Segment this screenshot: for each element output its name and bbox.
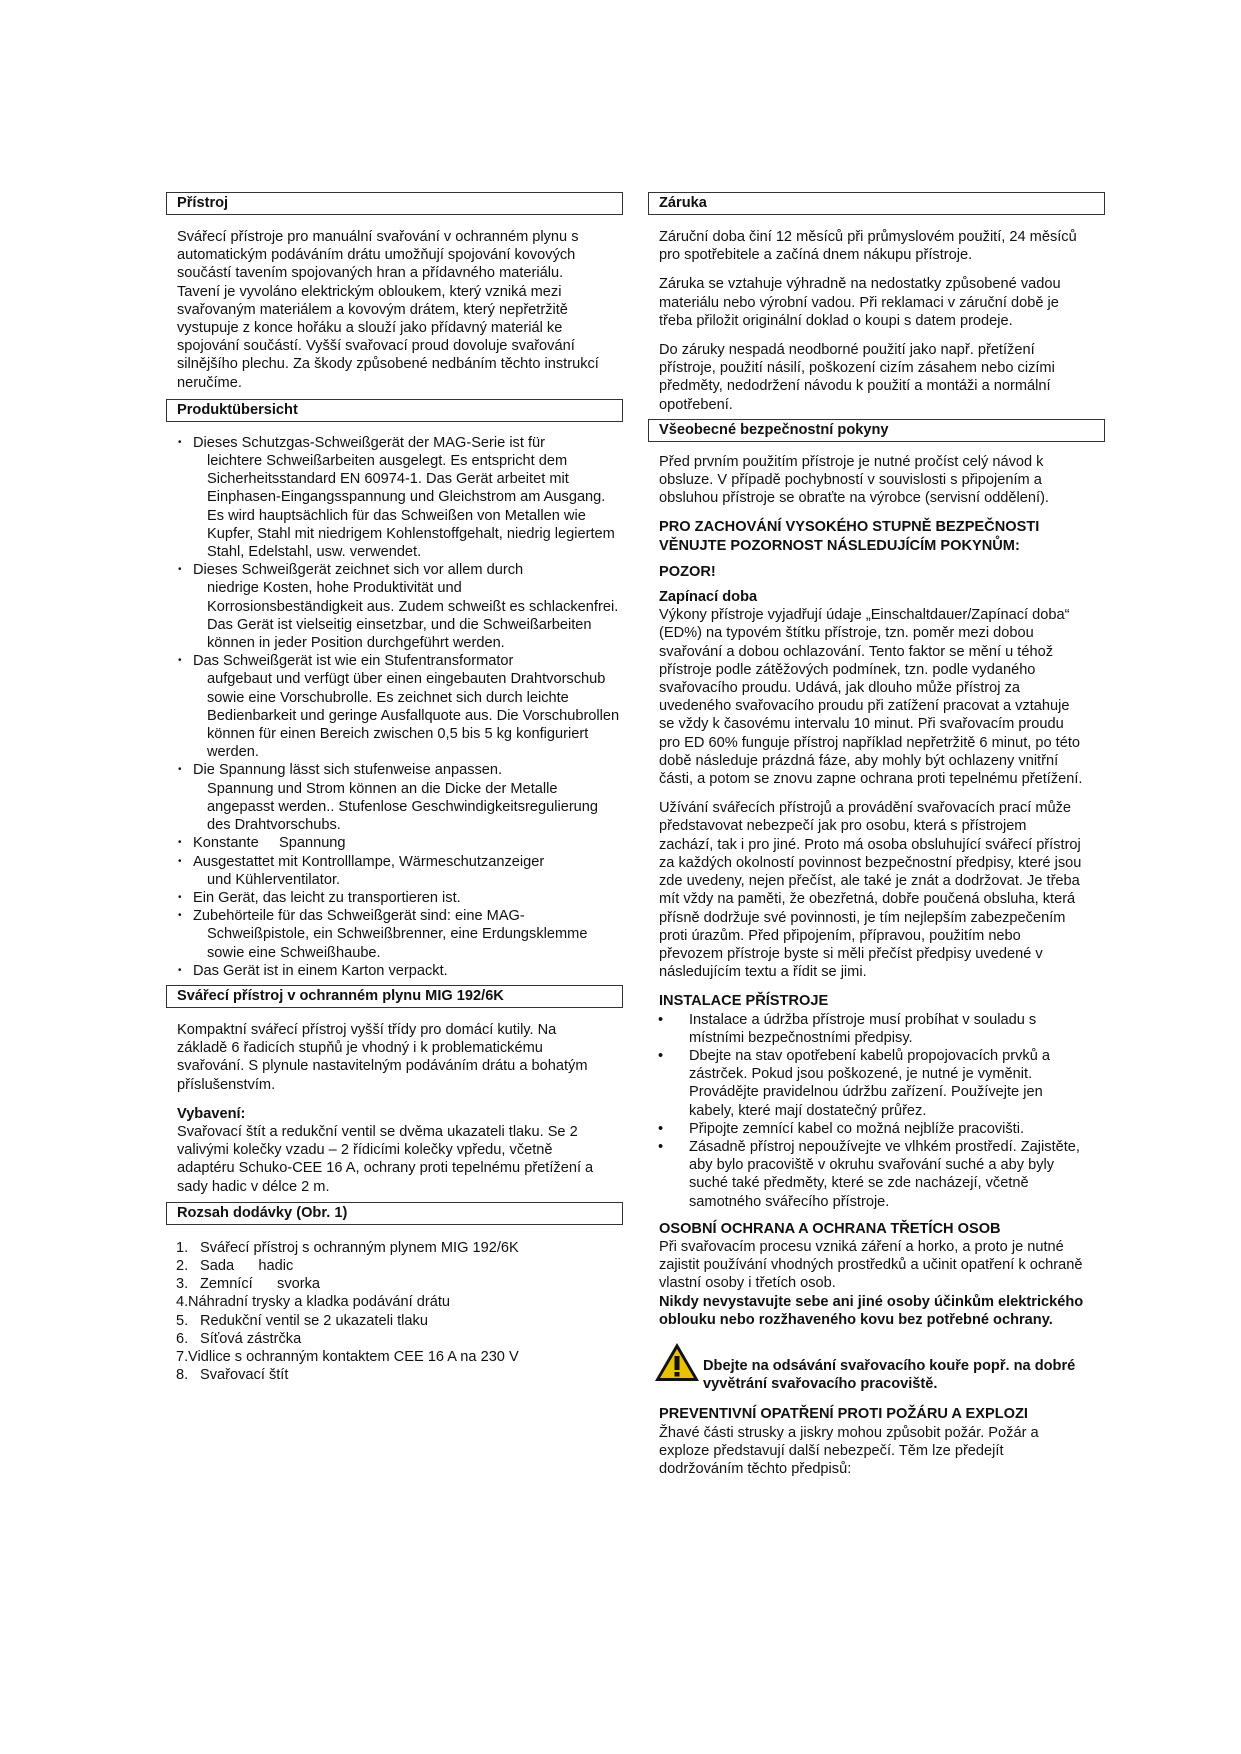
heading-produktubersicht: Produktübersicht <box>166 399 623 422</box>
bezpecnost-p2: Užívání svářecích přístrojů a provádění svařovacích prací může představovat nebezpečí jak pro osobu, která s přístrojem zachází, tak i pro jiné. Proto má osoba obsluhující svářecí přístroj za každých okolností povinnost bezpečnostní předpisy, které jsou zde uvedeny, nejen přečíst, ale také je znát a dodržovat. Je třeba mít vždy na paměti, že obezřetná, dobře poučená obsluha, která přísně dodržuje své povinnosti, je tím nejlepším zabezpečením proti úrazům. Před připojením, přípravou, použitím nebo převozem přístroje byste si měli přečíst předpisy uvedené v následujícím textu a řídit se jimi. <box>659 800 1082 981</box>
zaruka-p1: Záruční doba činí 12 měsíců při průmyslovém použití, 24 měsíců pro spotřebitele a začíná dnem nákupu přístroje. <box>659 229 1077 264</box>
list-item: 3. Zemnící svorka <box>176 1276 321 1293</box>
left-column <box>166 192 620 1384</box>
heading-mig: Svářecí přístroj v ochranném plynu MIG 192/6K <box>166 985 623 1008</box>
list-item: • Ein Gerät, das leicht zu transportieren ist. <box>166 889 620 907</box>
warning-icon <box>653 1341 701 1383</box>
vybaveni-title: Vybavení: <box>177 1105 246 1122</box>
list-item: • Die Spannung lässt sich stufenweise anpassen. Spannung und Strom können an die Dicke der Metalle angepasst werden.. Stufenlose Geschwindigkeitsregulierung des Drahtvorschubs. <box>166 761 620 834</box>
list-item: 1. Svářecí přístroj s ochranným plynem MIG 192/6K <box>176 1239 519 1256</box>
rozsah-list <box>166 1239 620 1385</box>
preventivni-title: PREVENTIVNÍ OPATŘENÍ PROTI POŽÁRU A EXPLOZI <box>659 1406 1028 1423</box>
instalace-title: INSTALACE PŘÍSTROJE <box>659 993 829 1010</box>
mig-text: Kompaktní svářecí přístroj vyšší třídy pro domácí kutily. Na základě 6 řadicích stupňů je vhodný i k problematickému svařování. S plynule nastavitelným podáváním drátu a bohatým příslušenstvím. <box>177 1021 588 1093</box>
list-item: • Instalace a údržba přístroje musí probíhat v souladu s místními bezpečnostními předpisy. <box>648 1011 1084 1047</box>
zaruka-p3: Do záruky nespadá neodborné použití jako např. přetížení přístroje, použití násilí, poškození cizím zásahem nebo cizími předměty, nedodržení návodu k použití a montáži a normální opotřebení. <box>659 342 1055 413</box>
osobni-bold: Nikdy nevystavujte sebe ani jiné osoby účinkům elektrického oblouku nebo rozžhaveného kovu bez potřebné ochrany. <box>659 1293 1084 1328</box>
list-item: 2. Sada hadic <box>176 1257 294 1274</box>
heading-rozsah: Rozsah dodávky (Obr. 1) <box>166 1202 623 1225</box>
right-column <box>648 192 1102 1478</box>
heading-zaruka: Záruka <box>648 192 1105 215</box>
list-item: • Dieses Schutzgas-Schweißgerät der MAG-Serie ist für leichtere Schweißarbeiten ausgelegt. Es entspricht dem Sicherheitsstandard EN 60974-1. Das Gerät arbeitet mit Einphasen-Eingangsspannung und Gleichstrom am Ausgang. Es wird hauptsächlich für das Schweißen von Metallen wie Kupfer, Stahl mit niedrigem Kohlenstoffgehalt, niedrig legiertem Stahl, Edelstahl, usw. verwendet. <box>166 434 620 561</box>
list-item: 6. Síťová zástrčka <box>176 1330 302 1347</box>
vybaveni-text: Svařovací štít a redukční ventil se dvěma ukazateli tlaku. Se 2 valivými kolečky vzadu – 2 řídicími kolečky vpředu, včetně adaptéru Schuko-CEE 16 A, ochrany proti tepelnému přetížení a sady hadic v délce 2 m. <box>177 1123 594 1195</box>
list-item: • Zásadně přístroj nepoužívejte ve vlhkém prostředí. Zajistěte, aby bylo pracoviště v okruhu svařování suché a aby byly suché také předměty, které se zde nacházejí, včetně samotného svářecího přístroje. <box>648 1138 1084 1211</box>
heading-pristroj: Přístroj <box>166 192 623 215</box>
osobni-title: OSOBNÍ OCHRANA A OCHRANA TŘETÍCH OSOB <box>659 1220 1001 1237</box>
osobni-text: Při svařovacím procesu vzniká záření a horko, a proto je nutné zajistit používání vhodných prostředků a učinit opatření k ochraně vlastní osoby i třetích osob. <box>659 1238 1083 1292</box>
list-item: • Ausgestattet mit Kontrolllampe, Wärmeschutzanzeiger und Kühlerventilator. <box>166 853 620 889</box>
list-item: 7. Vidlice s ochranným kontaktem CEE 16 A na 230 V <box>176 1348 519 1365</box>
zapinaci-doba-text: Výkony přístroje vyjadřují údaje „Einschaltdauer/Zapínací doba“ (ED%) na typovém štítku přístroje, tzn. poměr mezi dobou svařování a dobou ochlazování. Tento faktor se mění u téhož přístroje podle zátěžových podmínek, tzn. podle vydaného svařovacího proudu. Udává, jak dlouho může přístroj za uvedeného svařovacího proudu při zatížení pracovat a vztahuje se vždy k časovému intervalu 10 minut. Při svařovacím proudu pro ED 60% funguje přístroj například nepřetržitě 6 minut, po této době následuje prázdná fáze, aby mohly být ochlazeny vnitřní části, a potom se znovu zapne ochrana proti tepelnému přetížení. <box>659 607 1083 788</box>
pozor-label: POZOR! <box>659 563 716 580</box>
warning-text: Dbejte na odsávání svařovacího kouře popř. na dobré vyvětrání svařovacího pracoviště. <box>703 1357 1076 1393</box>
heading-bezpecnost: Všeobecné bezpečnostní pokyny <box>648 419 1105 442</box>
zapinaci-doba-title: Zapínací doba <box>659 589 758 606</box>
list-item: • Das Gerät ist in einem Karton verpackt. <box>166 962 620 980</box>
bezpecnost-p1: Před prvním použitím přístroje je nutné pročíst celý návod k obsluze. V případě pochybností v souvislosti s připojením a obsluhou přístroje se obraťte na výrobce (servisní oddělení). <box>659 453 1049 507</box>
pristroj-text: Svářecí přístroje pro manuální svařování v ochranném plynu s automatickým podáváním drátu umožňují spojování kovových součástí tavením spojovaných hran a přídavného materiálu. Tavení je vyvoláno elektrickým obloukem, který vzniká mezi svařovaným materiálem a kovovým drátem, který nepřetržitě vystupuje z konce hořáku a slouží jako přídavný materiál ke spojování součástí. Vyšší svařovací proud dovoluje svařování silnějšího plechu. Za škody způsobené nedbáním těchto instrukcí neručíme. <box>177 229 599 391</box>
produkt-list <box>166 434 620 980</box>
list-item: • Připojte zemnící kabel co možná nejblíže pracovišti. <box>648 1120 1084 1138</box>
bezpecnost-caps: PRO ZACHOVÁNÍ VYSOKÉHO STUPNĚ BEZPEČNOSTI VĚNUJTE POZORNOST NÁSLEDUJÍCÍM POKYNŮM: <box>659 519 1040 554</box>
list-item: 4. Náhradní trysky a kladka podávání drátu <box>176 1294 451 1311</box>
list-item: • Das Schweißgerät ist wie ein Stufentransformator aufgebaut und verfügt über einen eingebauten Drahtvorschub sowie eine Vorschubrolle. Es zeichnet sich durch leichte Bedienbarkeit und geringe Ausfallquote aus. Die Vorschubrollen können für einen Bereich zwischen 0,5 bis 5 kg konfiguriert werden. <box>166 652 620 761</box>
list-item: • Dieses Schweißgerät zeichnet sich vor allem durch niedrige Kosten, hohe Produktivität und Korrosionsbeständigkeit aus. Zudem schweißt es schlackenfrei. Das Gerät ist vielseitig einsetzbar, und die Schweißarbeiten können in jeder Position durchgeführt werden. <box>166 561 620 652</box>
zaruka-p2: Záruka se vztahuje výhradně na nedostatky způsobené vadou materiálu nebo výrobní vadou. Při reklamaci v záruční době je třeba přiložit originální doklad o koupi s datem prodeje. <box>659 276 1061 329</box>
list-item: • Dbejte na stav opotřebení kabelů propojovacích prvků a zástrček. Pokud jsou poškozené, je nutné je vyměnit. Provádějte pravidelnou údržbu zařízení. Používejte jen kabely, které mají dostatečný průřez. <box>648 1047 1084 1120</box>
list-item: 5. Redukční ventil se 2 ukazateli tlaku <box>176 1312 428 1329</box>
instalace-list <box>648 1011 1102 1211</box>
list-item: • Zubehörteile für das Schweißgerät sind: eine MAG- Schweißpistole, ein Schweißbrenner, eine Erdungsklemme sowie eine Schweißhaube. <box>166 907 620 962</box>
preventivni-text: Žhavé části strusky a jiskry mohou způsobit požár. Požár a exploze představují další nebezpečí. Těm lze předejít dodržováním těchto předpisů: <box>659 1424 1039 1477</box>
list-item: • Konstante Spannung <box>166 834 620 852</box>
warning-block <box>648 1341 1102 1393</box>
list-item: 8. Svařovací štít <box>176 1367 289 1384</box>
